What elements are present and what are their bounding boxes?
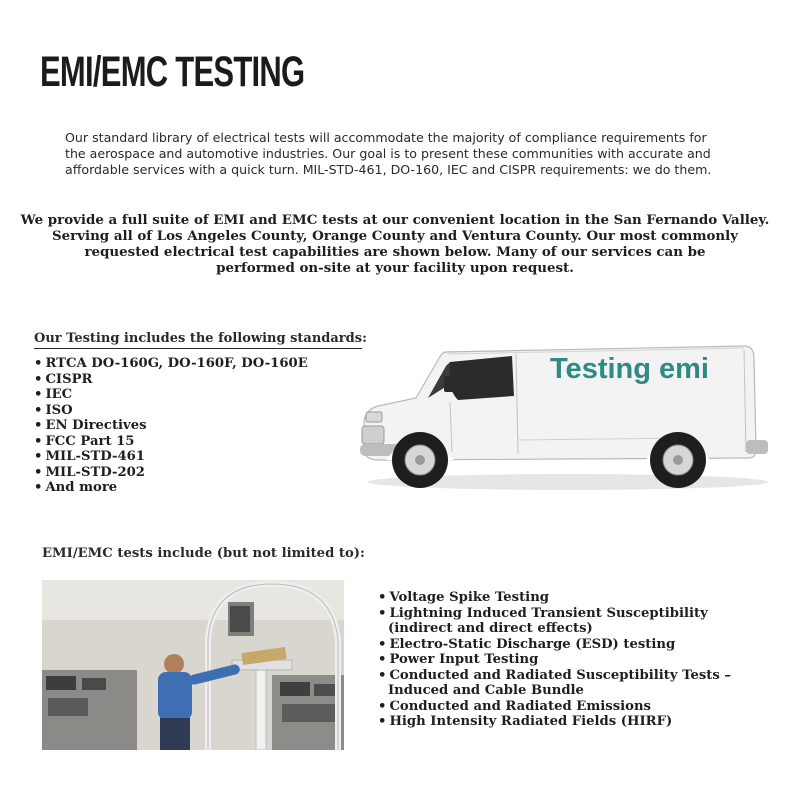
page-title: EMI/EMC TESTING [40,48,305,96]
test-item: • Power Input Testing [378,652,731,668]
lab-photo-image [42,580,344,750]
standards-heading: Our Testing includes the following standards: [34,331,362,349]
testing-van-image [358,332,770,492]
lead-line: requested electrical test capabilities are shown below. Many of our services can be [84,244,706,260]
lead-line: Serving all of Los Angeles County, Orange County and Ventura County. Our most commonly [51,228,739,244]
intro-line: the aerospace and automotive industries. Our goal is to present these communities with accurate and [65,146,711,161]
test-item-continuation: (indirect and direct effects) [388,621,593,636]
standard-item: • RTCA DO-160G, DO-160F, DO-160E [34,356,308,372]
standard-item: • CISPR [34,372,308,388]
test-item: • Voltage Spike Testing [378,590,731,606]
standard-item: • And more [34,480,308,496]
standard-item: • MIL-STD-202 [34,465,308,481]
standard-item: • ISO [34,403,308,419]
test-item: • Electro-Static Discharge (ESD) testing [378,637,731,653]
lead-line: We provide a full suite of EMI and EMC tests at our convenient location in the San Fernando Valley. [20,212,770,228]
standard-item: • IEC [34,387,308,403]
tests-list [378,590,731,730]
standard-item: • EN Directives [34,418,308,434]
standard-item: • MIL-STD-461 [34,449,308,465]
test-item: • Lightning Induced Transient Susceptibility [378,606,731,622]
test-item: • High Intensity Radiated Fields (HIRF) [378,714,731,730]
test-item: • Conducted and Radiated Susceptibility Tests – [378,668,731,684]
intro-line: affordable services with a quick turn. MIL-STD-461, DO-160, IEC and CISPR requirements: we do them. [65,162,712,177]
lead-paragraph [20,212,770,276]
tests-heading: EMI/EMC tests include (but not limited to): [42,546,365,561]
test-item: • Conducted and Radiated Emissions [378,699,731,715]
intro-line: Our standard library of electrical tests will accommodate the majority of compliance requirements for [65,130,707,145]
lead-line: performed on-site at your facility upon request. [216,260,574,276]
test-item-continuation: Induced and Cable Bundle [388,683,584,698]
standard-item: • FCC Part 15 [34,434,308,450]
van-logo-text: Testing emi [550,353,709,385]
standards-list [34,356,308,496]
intro-paragraph [65,130,755,178]
